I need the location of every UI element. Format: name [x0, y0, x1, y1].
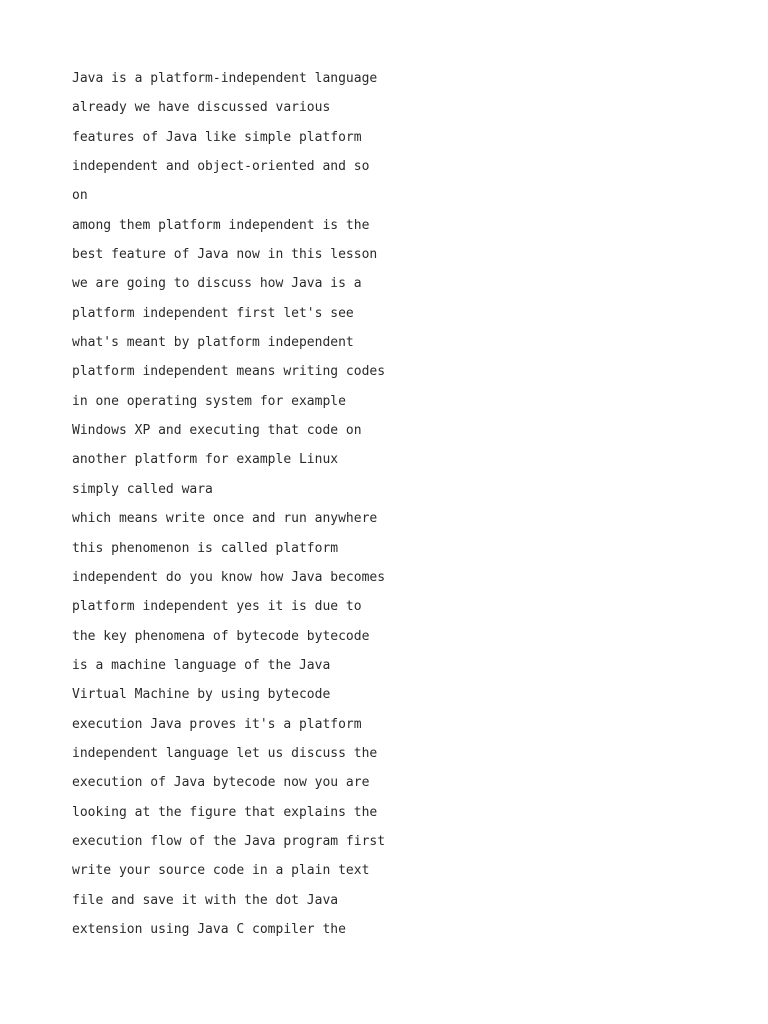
- text-line: execution flow of the Java program first: [72, 833, 386, 849]
- text-line: the key phenomena of bytecode bytecode: [72, 628, 370, 644]
- text-line: execution of Java bytecode now you are: [72, 775, 370, 791]
- text-line: simply called wara: [72, 481, 213, 497]
- text-line: execution Java proves it's a platform: [72, 716, 362, 732]
- text-line: best feature of Java now in this lesson: [72, 247, 378, 263]
- text-line: this phenomenon is called platform: [72, 540, 339, 556]
- text-line: is a machine language of the Java: [72, 657, 331, 673]
- text-line: Java is a platform-independent language: [72, 71, 378, 86]
- text-line: features of Java like simple platform: [72, 129, 362, 145]
- text-line: already we have discussed various: [72, 100, 331, 116]
- text-line: file and save it with the dot Java: [72, 892, 339, 908]
- document-page: [72, 64, 712, 944]
- text-line: platform independent first let's see: [72, 305, 354, 321]
- text-line: in one operating system for example: [72, 393, 346, 409]
- text-line: which means write once and run anywhere: [72, 511, 378, 527]
- text-line: independent do you know how Java becomes: [72, 569, 386, 585]
- text-line: what's meant by platform independent: [72, 335, 354, 351]
- text-line: on: [72, 188, 88, 204]
- text-line: independent and object-oriented and so: [72, 159, 370, 175]
- text-line: we are going to discuss how Java is a: [72, 276, 362, 292]
- text-line: extension using Java C compiler the: [72, 921, 346, 937]
- text-line: among them platform independent is the: [72, 217, 370, 233]
- text-line: Windows XP and executing that code on: [72, 423, 362, 439]
- text-line: independent language let us discuss the: [72, 745, 378, 761]
- text-line: another platform for example Linux: [72, 452, 339, 468]
- text-line: Virtual Machine by using bytecode: [72, 687, 331, 703]
- text-line: platform independent means writing codes: [72, 364, 386, 380]
- text-line: platform independent yes it is due to: [72, 599, 362, 615]
- text-line: write your source code in a plain text: [72, 863, 370, 879]
- text-line: looking at the figure that explains the: [72, 804, 378, 820]
